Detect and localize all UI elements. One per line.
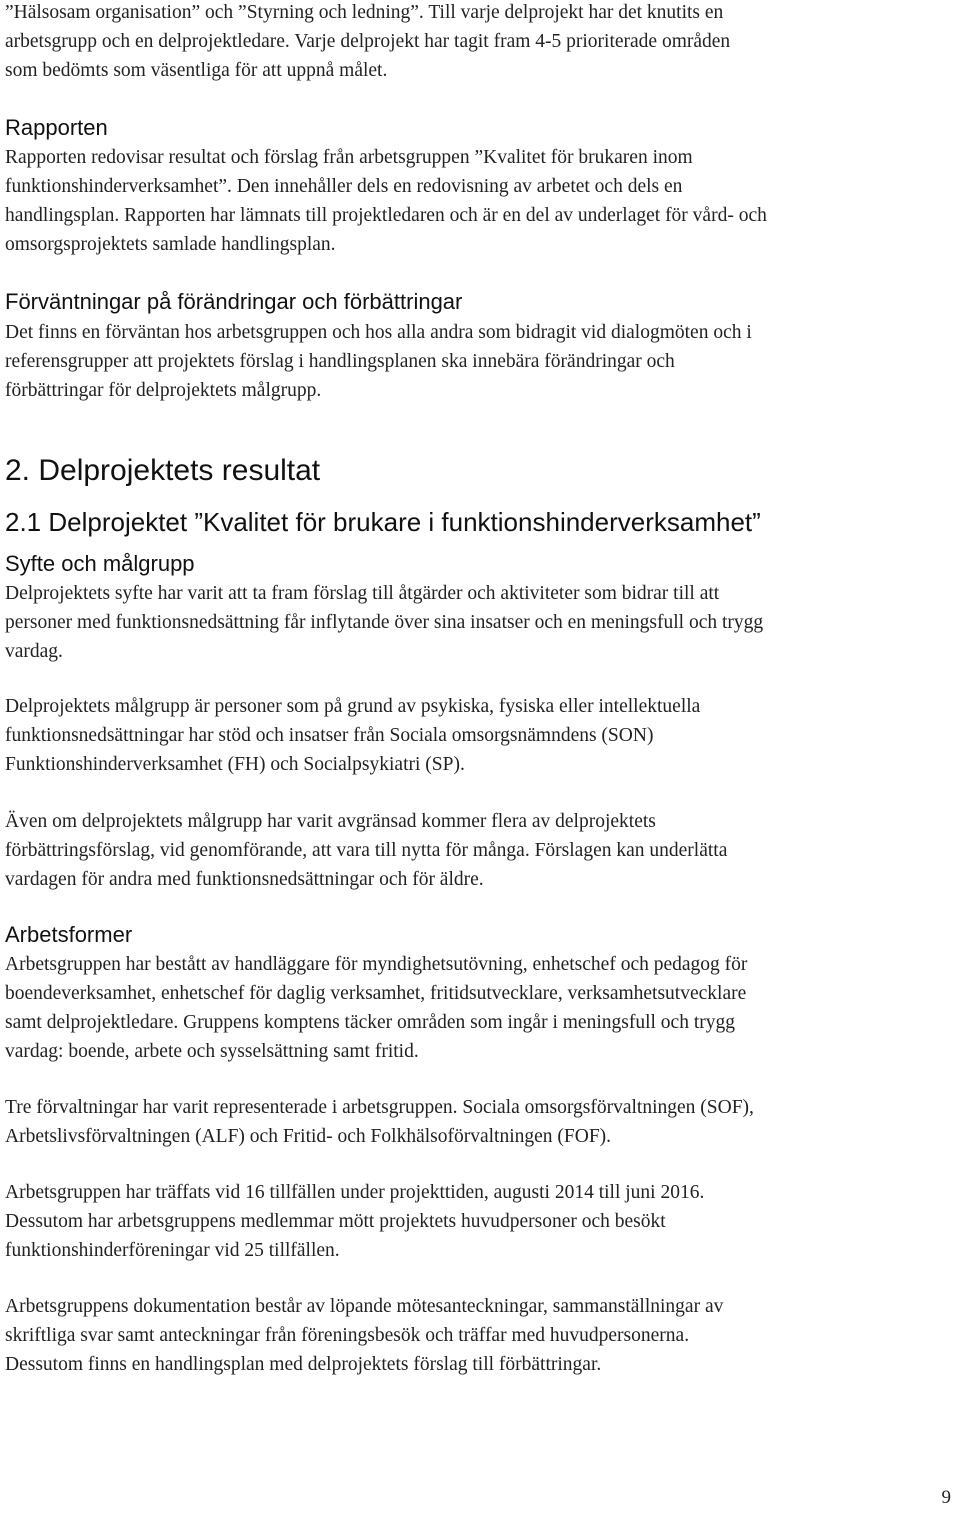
syfte-paragraph: Delprojektets syfte har varit att ta fram förslag till åtgärder och aktiviteter som bidrar till att personer med funktionsnedsättning får inflytande över sina insatser och en meningsfull och trygg vardag. [5,583,764,662]
heading-syfte: Syfte och målgrupp [5,551,195,576]
dokumentation-paragraph: Arbetsgruppens dokumentation består av löpande mötesanteckningar, sammanställningar av skriftliga svar samt anteckningar från föreningsbesök och träffar med huvudpersonerna. Dessutom finns en handlingsplan med delprojektets förslag till förbättringar. [5,1296,724,1375]
forvaltningar-paragraph: Tre förvaltningar har varit representerade i arbetsgruppen. Sociala omsorgsförvaltningen (SOF), Arbetslivsförvaltningen (ALF) och Fritid- och Folkhälsoförvaltningen (FOF). [5,1097,754,1147]
arbetsformer-paragraph: Arbetsgruppen har bestått av handläggare för myndighetsutövning, enhetschef och pedagog för boendeverksamhet, enhetschef för daglig verksamhet, fritidsutvecklare, verksamhetsutvecklare samt delprojektledare. Gruppens komptens täcker områden som ingår i meningsfull och trygg vardag: boende, arbete och sysselsättning samt fritid. [5,954,748,1062]
page-number: 9 [941,1487,951,1508]
heading-forvantningar: Förväntningar på förändringar och förbättringar [5,289,463,314]
heading-arbetsformer: Arbetsformer [5,922,133,947]
heading-rapporten: Rapporten [5,115,108,140]
malgrupp-paragraph: Delprojektets målgrupp är personer som på grund av psykiska, fysiska eller intellektuella funktionsnedsättningar har stöd och insatser från Sociala omsorgsnämndens (SON) Funktionshinderverksamhet (FH) och Socialpsykiatri (SP). [5,696,701,775]
heading-section-2: 2. Delprojektets resultat [5,454,321,487]
heading-section-2-1: 2.1 Delprojektet ”Kvalitet för brukare i funktionshinderverksamhet” [5,507,761,537]
aven-paragraph: Även om delprojektets målgrupp har varit avgränsad kommer flera av delprojektets förbättringsförslag, vid genomförande, att vara till nytta för många. Förslagen kan underlätta vardagen för andra med funktionsnedsättningar och för äldre. [5,811,728,890]
rapporten-paragraph: Rapporten redovisar resultat och förslag från arbetsgruppen ”Kvalitet för brukaren inom funktionshinderverksamhet”. Den innehåller dels en redovisning av arbetet och dels en handlingsplan. Rapporten har lämnats till projektledaren och är en del av underlaget för vård- och omsorgsprojektets samlade handlingsplan. [5,147,767,255]
intro-paragraph: ”Hälsosam organisation” och ”Styrning och ledning”. Till varje delprojekt har det knutits en arbetsgrupp och en delprojektledare. Varje delprojekt har tagit fram 4-5 prioriterade områden som bedömts som väsentliga för att uppnå målet. [5,2,731,81]
traffats-paragraph: Arbetsgruppen har träffats vid 16 tillfällen under projekttiden, augusti 2014 till juni 2016. Dessutom har arbetsgruppens medlemmar mött projektets huvudpersoner och besökt funktionshinderföreningar vid 25 tillfällen. [5,1182,705,1261]
forvantningar-paragraph: Det finns en förväntan hos arbetsgruppen och hos alla andra som bidragit vid dialogmöten och i referensgrupper att projektets förslag i handlingsplanen ska innebära förändringar och förbättringar för delprojektets målgrupp. [5,322,752,401]
